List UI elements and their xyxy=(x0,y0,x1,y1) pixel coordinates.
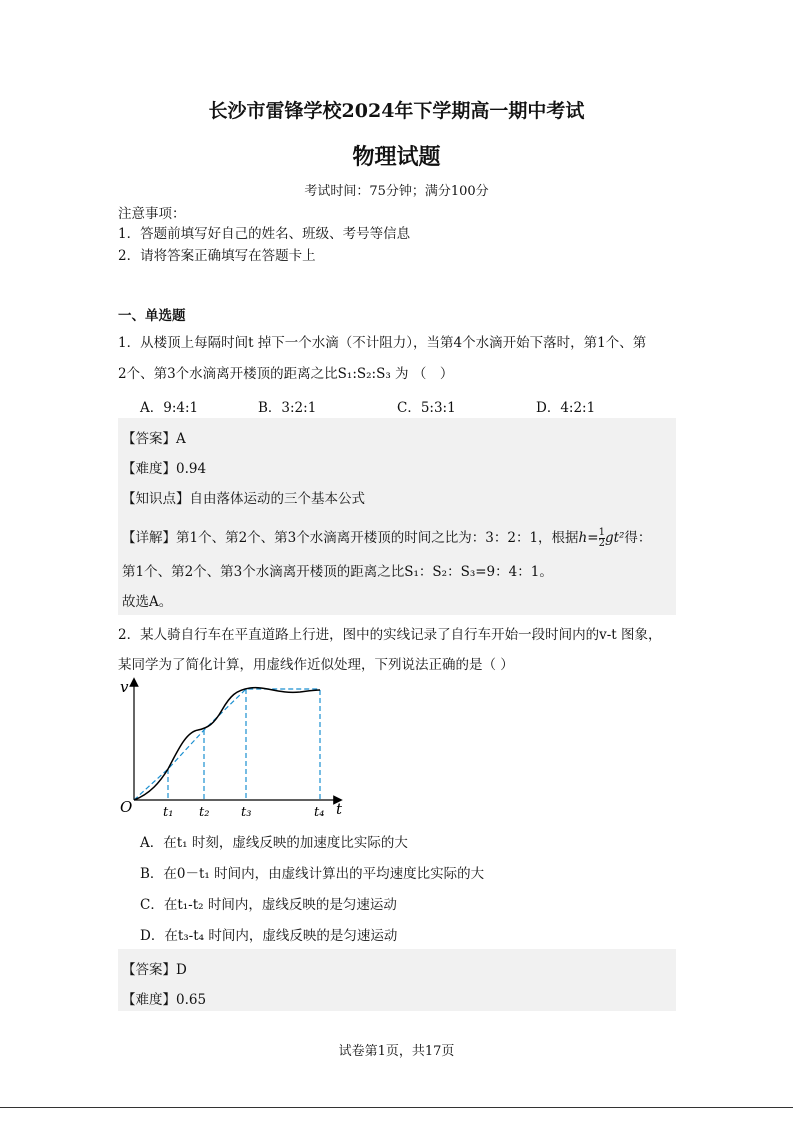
page-bottom-line xyxy=(0,1107,793,1108)
actual-velocity-curve xyxy=(134,688,320,800)
t-axis-label: t xyxy=(336,800,343,818)
q1-option-a: A．9:4:1 xyxy=(140,400,199,416)
tick-t4: t₄ xyxy=(314,805,325,820)
dashed-path xyxy=(134,689,320,800)
q2-stem-line1: 2．某人骑自行车在平直道路上行进，图中的实线记录了自行车开始一段时间内的v-t 图象， xyxy=(118,627,662,643)
v-axis-label: v xyxy=(120,678,129,696)
exam-info: 考试时间：75分钟；满分100分 xyxy=(304,184,489,199)
q2-difficulty: 【难度】0.65 xyxy=(122,992,207,1008)
subject-title: 物理试题 xyxy=(352,144,441,170)
formula-denominator: 2 xyxy=(598,538,605,549)
tick-t1: t₁ xyxy=(163,805,174,820)
q2-option-a: A．在t₁ 时刻，虚线反映的加速度比实际的大 xyxy=(140,835,408,851)
dashed-approximation xyxy=(134,689,320,800)
q1-knowledge: 【知识点】自由落体运动的三个基本公式 xyxy=(122,491,365,507)
q1-option-b: B．3:2:1 xyxy=(258,400,317,416)
q1-detail-line3: 故选A。 xyxy=(122,594,173,610)
q2-option-b: B．在0－t₁ 时间内，由虚线计算出的平均速度比实际的大 xyxy=(140,866,485,882)
q2-option-d: D．在t₃-t₄ 时间内，虚线反映的是匀速运动 xyxy=(140,928,398,944)
q1-answer: 【答案】A xyxy=(122,431,186,447)
section-title: 一、单选题 xyxy=(118,308,186,324)
q1-detail-line1 xyxy=(122,526,651,549)
q1-option-d: D．4:2:1 xyxy=(536,400,596,416)
q2-option-c: C．在t₁-t₂ 时间内，虚线反映的是匀速运动 xyxy=(140,897,397,913)
page-footer: 试卷第1页，共17页 xyxy=(338,1044,455,1059)
q2-answer: 【答案】D xyxy=(122,962,187,978)
origin-label: O xyxy=(120,798,133,816)
formula-h: h= xyxy=(578,530,599,546)
q2-stem-line2: 某同学为了简化计算，用虚线作近似处理，下列说法正确的是（ ） xyxy=(118,657,514,673)
notes-heading: 注意事项： xyxy=(118,206,186,222)
q1-stem-line2: 2个、第3个水滴离开楼顶的距离之比S₁:S₂:S₃ 为 （ ） xyxy=(118,366,454,382)
vt-graph xyxy=(110,672,360,824)
notes-item-1: 1．答题前填写好自己的姓名、班级、考号等信息 xyxy=(118,226,411,242)
school-title: 长沙市雷锋学校2024年下学期高一期中考试 xyxy=(208,100,585,122)
q1-detail-line2: 第1个、第2个、第3个水滴离开楼顶的距离之比S₁：S₂：S₃=9：4：1。 xyxy=(122,564,553,580)
q1-stem-line1: 1．从楼顶上每隔时间t 掉下一个水滴（不计阻力），当第4个水滴开始下落时，第1个、第 xyxy=(118,335,647,351)
tick-t2: t₂ xyxy=(199,805,210,820)
formula-numerator: 1 xyxy=(598,527,605,538)
q1-option-c: C．5:3:1 xyxy=(397,400,456,416)
formula-rest: gt² xyxy=(604,530,625,546)
tick-t3: t₃ xyxy=(241,805,252,820)
q1-solution-box xyxy=(118,418,676,615)
q1-difficulty: 【难度】0.94 xyxy=(122,461,207,477)
q1-detail-text-b: 得： xyxy=(624,530,652,546)
notes-item-2: 2．请将答案正确填写在答题卡上 xyxy=(118,248,316,264)
q1-detail-text-a: 【详解】第1个、第2个、第3个水滴离开楼顶的时间之比为：3：2：1，根据 xyxy=(122,530,579,546)
